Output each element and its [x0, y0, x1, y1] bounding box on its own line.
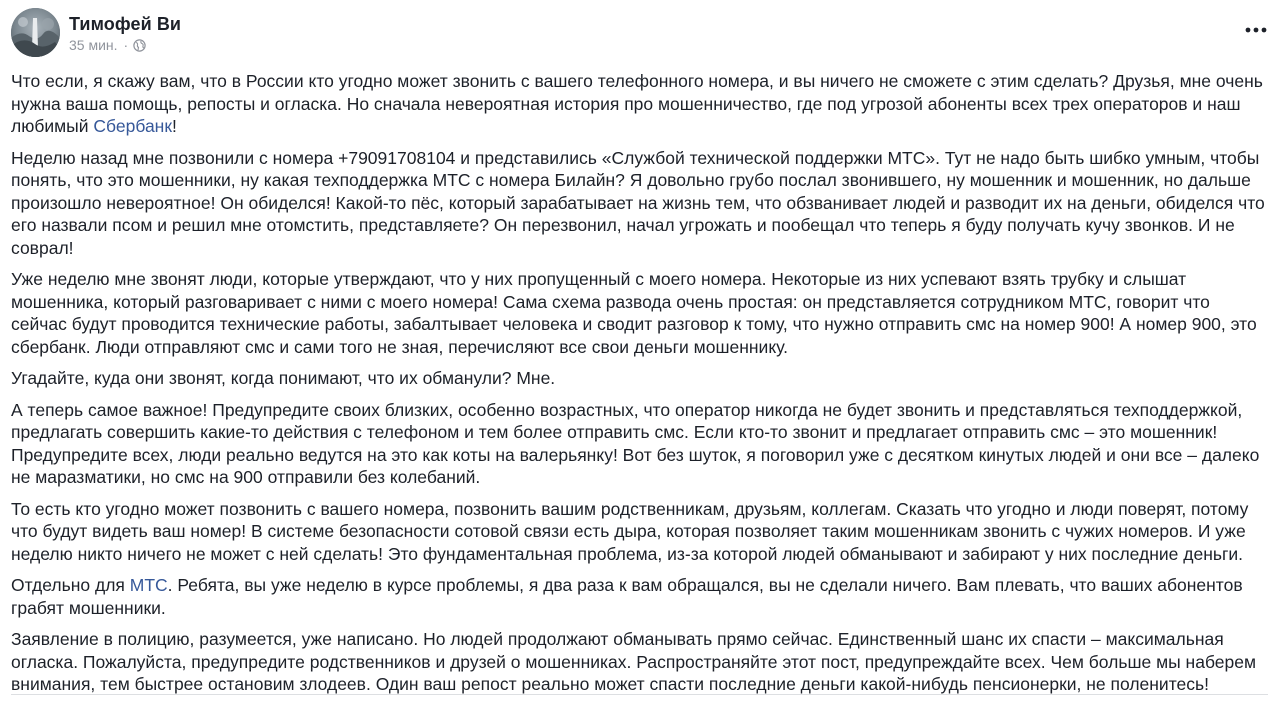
more-horizontal-icon [1244, 22, 1268, 38]
post-paragraph: А теперь самое важное! Предупредите своих близких, особенно возрастных, что оператор никогда не будет звонить и представляться техподдержкой, предлагать совершить какие-то действия с телефоном и тем более отправить смс. Если кто-то звонит и предлагает отправить смс – это мошенник! Предупредите всех, люди реально ведутся на это как коты на валерьянку! Вот без шуток, я поговорил уже с десятком кинутых людей и они все – далеко не маразматики, но смс на 900 отправили без колебаний. [11, 399, 1260, 487]
post-paragraph: Заявление в полицию, разумеется, уже написано. Но людей продолжают обманывать прямо сейчас. Единственный шанс их спасти – максимальная огласка. Пожалуйста, предупредите родственников и друзей о мошенниках. Распространяйте этот пост, предупреждайте всех. Чем больше мы наберем внимания, тем быстрее остановим злодеев. Один ваш репост реально может спасти последние деньги какой-нибудь пенсионерки, не поленитесь! [11, 629, 1257, 694]
globe-icon[interactable] [133, 39, 146, 52]
post-timestamp[interactable]: 35 мин. [69, 37, 118, 53]
post-paragraph: То есть кто угодно может позвонить с вашего номера, позвонить вашим родственникам, друзьям, коллегам. Сказать что угодно и люди поверят, потому что будут видеть ваш номер! В системе безопасности сотовой связи есть дыра, которая позволяет таким мошенникам звонить с чужих номеров. И уже неделю никто ничего не может с ней сделать! Это фундаментальная проблема, из-за которой людей обманывают и забирают у них последние деньги. [11, 498, 1249, 564]
post-paragraph: Уже неделю мне звонят люди, которые утверждают, что у них пропущенный с моего номера. Некоторые из них успевают взять трубку и слышат мошенника, который разговаривает с ними с моего номера! Сама схема развода очень простая: он представляется сотрудником МТС, говорит что сейчас будут проводится технические работы, забалтывает человека и сводит разговор к тому, что нужно отправить смс на номер 900! А номер 900, это сбербанк. Люди отправляют смс и сами того не зная, перечисляют все свои деньги мошеннику. [11, 269, 1257, 357]
avatar[interactable] [11, 8, 60, 57]
post-header [11, 8, 1268, 58]
post-paragraph: Что если, я скажу вам, что в России кто угодно может звонить с вашего телефонного номера, и вы ничего не сможете с этим сделать? Друзья, мне очень нужна ваша помощь, репосты и огласка. Но сначала невероятная история про мошенничество, где под угрозой абоненты всех трех операторов и наш любимый Сбербанк! [11, 71, 1263, 136]
meta-separator: · [123, 37, 129, 53]
post-divider [11, 694, 1268, 695]
post-paragraph: Отдельно для МТС. Ребята, вы уже неделю в курсе проблемы, я два раза к вам обращался, вы не сделали ничего. Вам плевать, что ваших абонентов грабят мошенники. [11, 575, 1243, 618]
avatar-photo [11, 8, 60, 57]
post-paragraph: Неделю назад мне позвонили с номера +79091708104 и представились «Службой технической поддержки МТС». Тут не надо быть шибко умным, чтобы понять, что это мошенники, ну какая техподдержка МТС с номера Билайн? Я довольно грубо послал звонившего, ну мошенник и мошенник, но дальше произошло невероятное! Он обиделся! Какой-то пёс, который зарабатывает на жизнь тем, что обзванивает людей и разводит их на деньги, обиделся что его назвали псом и решил мне отомстить, представляете? Он перезвонил, начал угрожать и пообещал что теперь я буду получать кучу звонков. И не соврал! [11, 147, 1265, 258]
author-name[interactable]: Тимофей Ви [69, 14, 182, 34]
post-body [11, 70, 1269, 705]
post-paragraph: Угадайте, куда они звонят, когда понимают, что их обманули? Мне. [11, 368, 556, 388]
mts-link[interactable]: МТС [129, 575, 168, 595]
sberbank-link[interactable]: Сбербанк [93, 116, 172, 136]
post-options-button[interactable] [1244, 22, 1268, 38]
post-meta [69, 37, 146, 53]
